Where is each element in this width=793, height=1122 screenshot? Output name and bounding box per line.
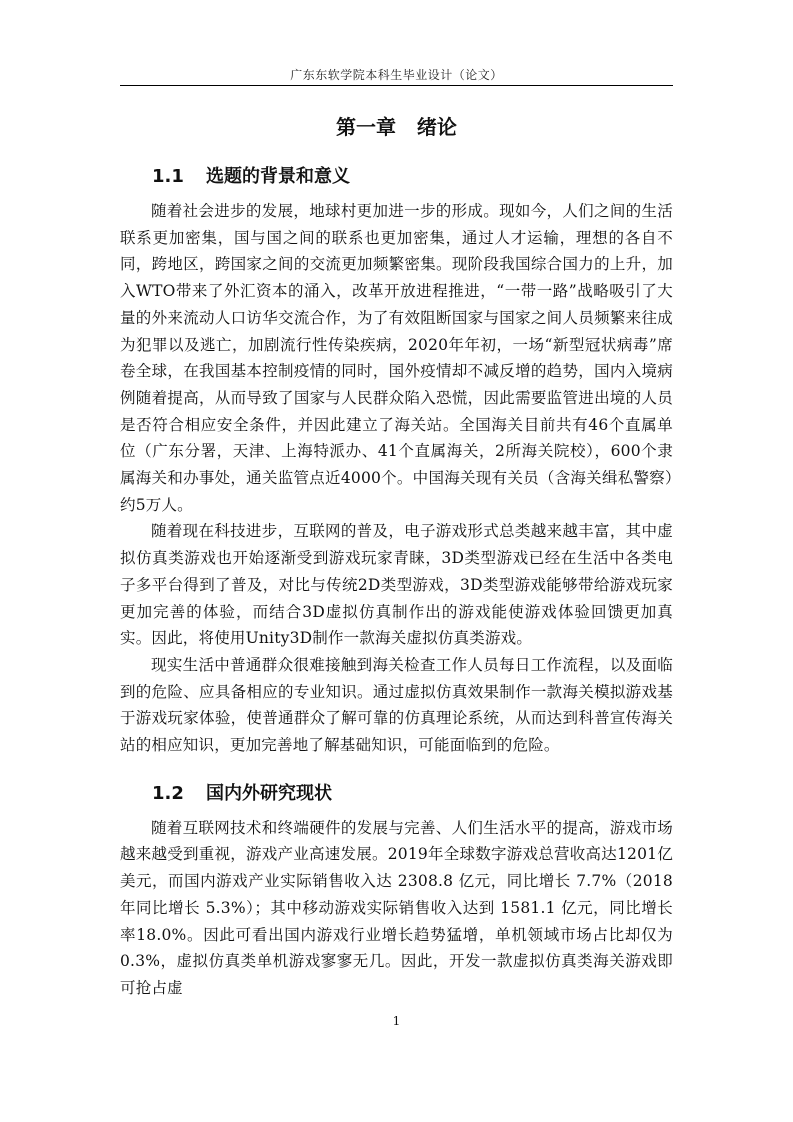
section-title-text: 选题的背景和意义: [206, 166, 350, 187]
section-title-text: 国内外研究现状: [206, 782, 332, 804]
section-heading: [152, 781, 673, 807]
paragraph: 现实生活中普通群众很难接触到海关检查工作人员每日工作流程，以及面临到的危险、应具备相应的专业知识。通过虚拟仿真效果制作一款海关模拟游戏基于游戏玩家体验，使普通群众了解可靠的仿真理论系统，从而达到科普宣传海关站的相应知识，更加完善地了解基础知识，可能面临到的危险。: [120, 655, 673, 755]
chapter-title: 第一章 绪论: [336, 115, 457, 139]
section-heading: [152, 164, 673, 190]
paragraph: 随着社会进步的发展，地球村更加进一步的形成。现如今，人们之间的生活联系更加密集，国与国之间的联系也更加密集，通过人才运输，理想的各自不同，跨地区，跨国家之间的交流更加频繁密集。现阶段我国综合国力的上升，加入WTO带来了外汇资本的涌入，改革开放进程推进，“一带一路”战略吸引了大量的外来流动人口访华交流合作，为了有效阻断国家与国家之间人员频繁来往成为犯罪以及逃亡，加剧流行性传染疾病，2020年年初，一场“新型冠状病毒”席卷全球，在我国基本控制疫情的同时，国外疫情却不减反增的趋势，国内入境病例随着提高，从而导致了国家与人民群众陷入恐慌，因此需要监管进出境的人员是否符合相应安全条件，并因此建立了海关站。全国海关目前共有46个直属单位（广东分署，天津、上海特派办、41个直属海关，2所海关院校），600个隶属海关和办事处，通关监管点近4000个。中国海关现有关员（含海关缉私警察）约5万人。: [120, 202, 673, 514]
header-rule: [120, 85, 673, 86]
section-1-2: [120, 781, 673, 1002]
page-content: [120, 112, 673, 1002]
section-1-1: [120, 164, 673, 759]
section-number: 1.2: [152, 782, 184, 804]
paragraph: 随着现在科技进步，互联网的普及，电子游戏形式总类越来越丰富，其中虚拟仿真类游戏也开始逐渐受到游戏玩家青睐，3D类型游戏已经在生活中各类电子多平台得到了普及，对比与传统2D类型游戏，3D类型游戏能够带给游戏玩家更加完善的体验，而结合3D虚拟仿真制作出的游戏能使游戏体验回馈更加真实。因此，将使用Unity3D制作一款海关虚拟仿真类游戏。: [120, 522, 673, 648]
running-header: 广东东软学院本科生毕业设计（论文）: [290, 68, 503, 82]
page-number: 1: [392, 1014, 401, 1028]
paragraph: 随着互联网技术和终端硬件的发展与完善、人们生活水平的提高，游戏市场越来越受到重视，游戏产业高速发展。2019年全球数字游戏总营收高达1201亿美元，而国内游戏产业实际销售收入达 2308.8 亿元，同比增长 7.7%（2018年同比增长 5.3%）；其中移动游戏实际销售收入达到 1581.1 亿元，同比增长率18.0%。因此可看出国内游戏行业增长趋势猛增，单机领域市场占比却仅为0.3%，虚拟仿真类单机游戏寥寥无几。因此，开发一款虚拟仿真类海关游戏即可抢占虚: [120, 818, 673, 997]
section-number: 1.1: [152, 166, 184, 187]
